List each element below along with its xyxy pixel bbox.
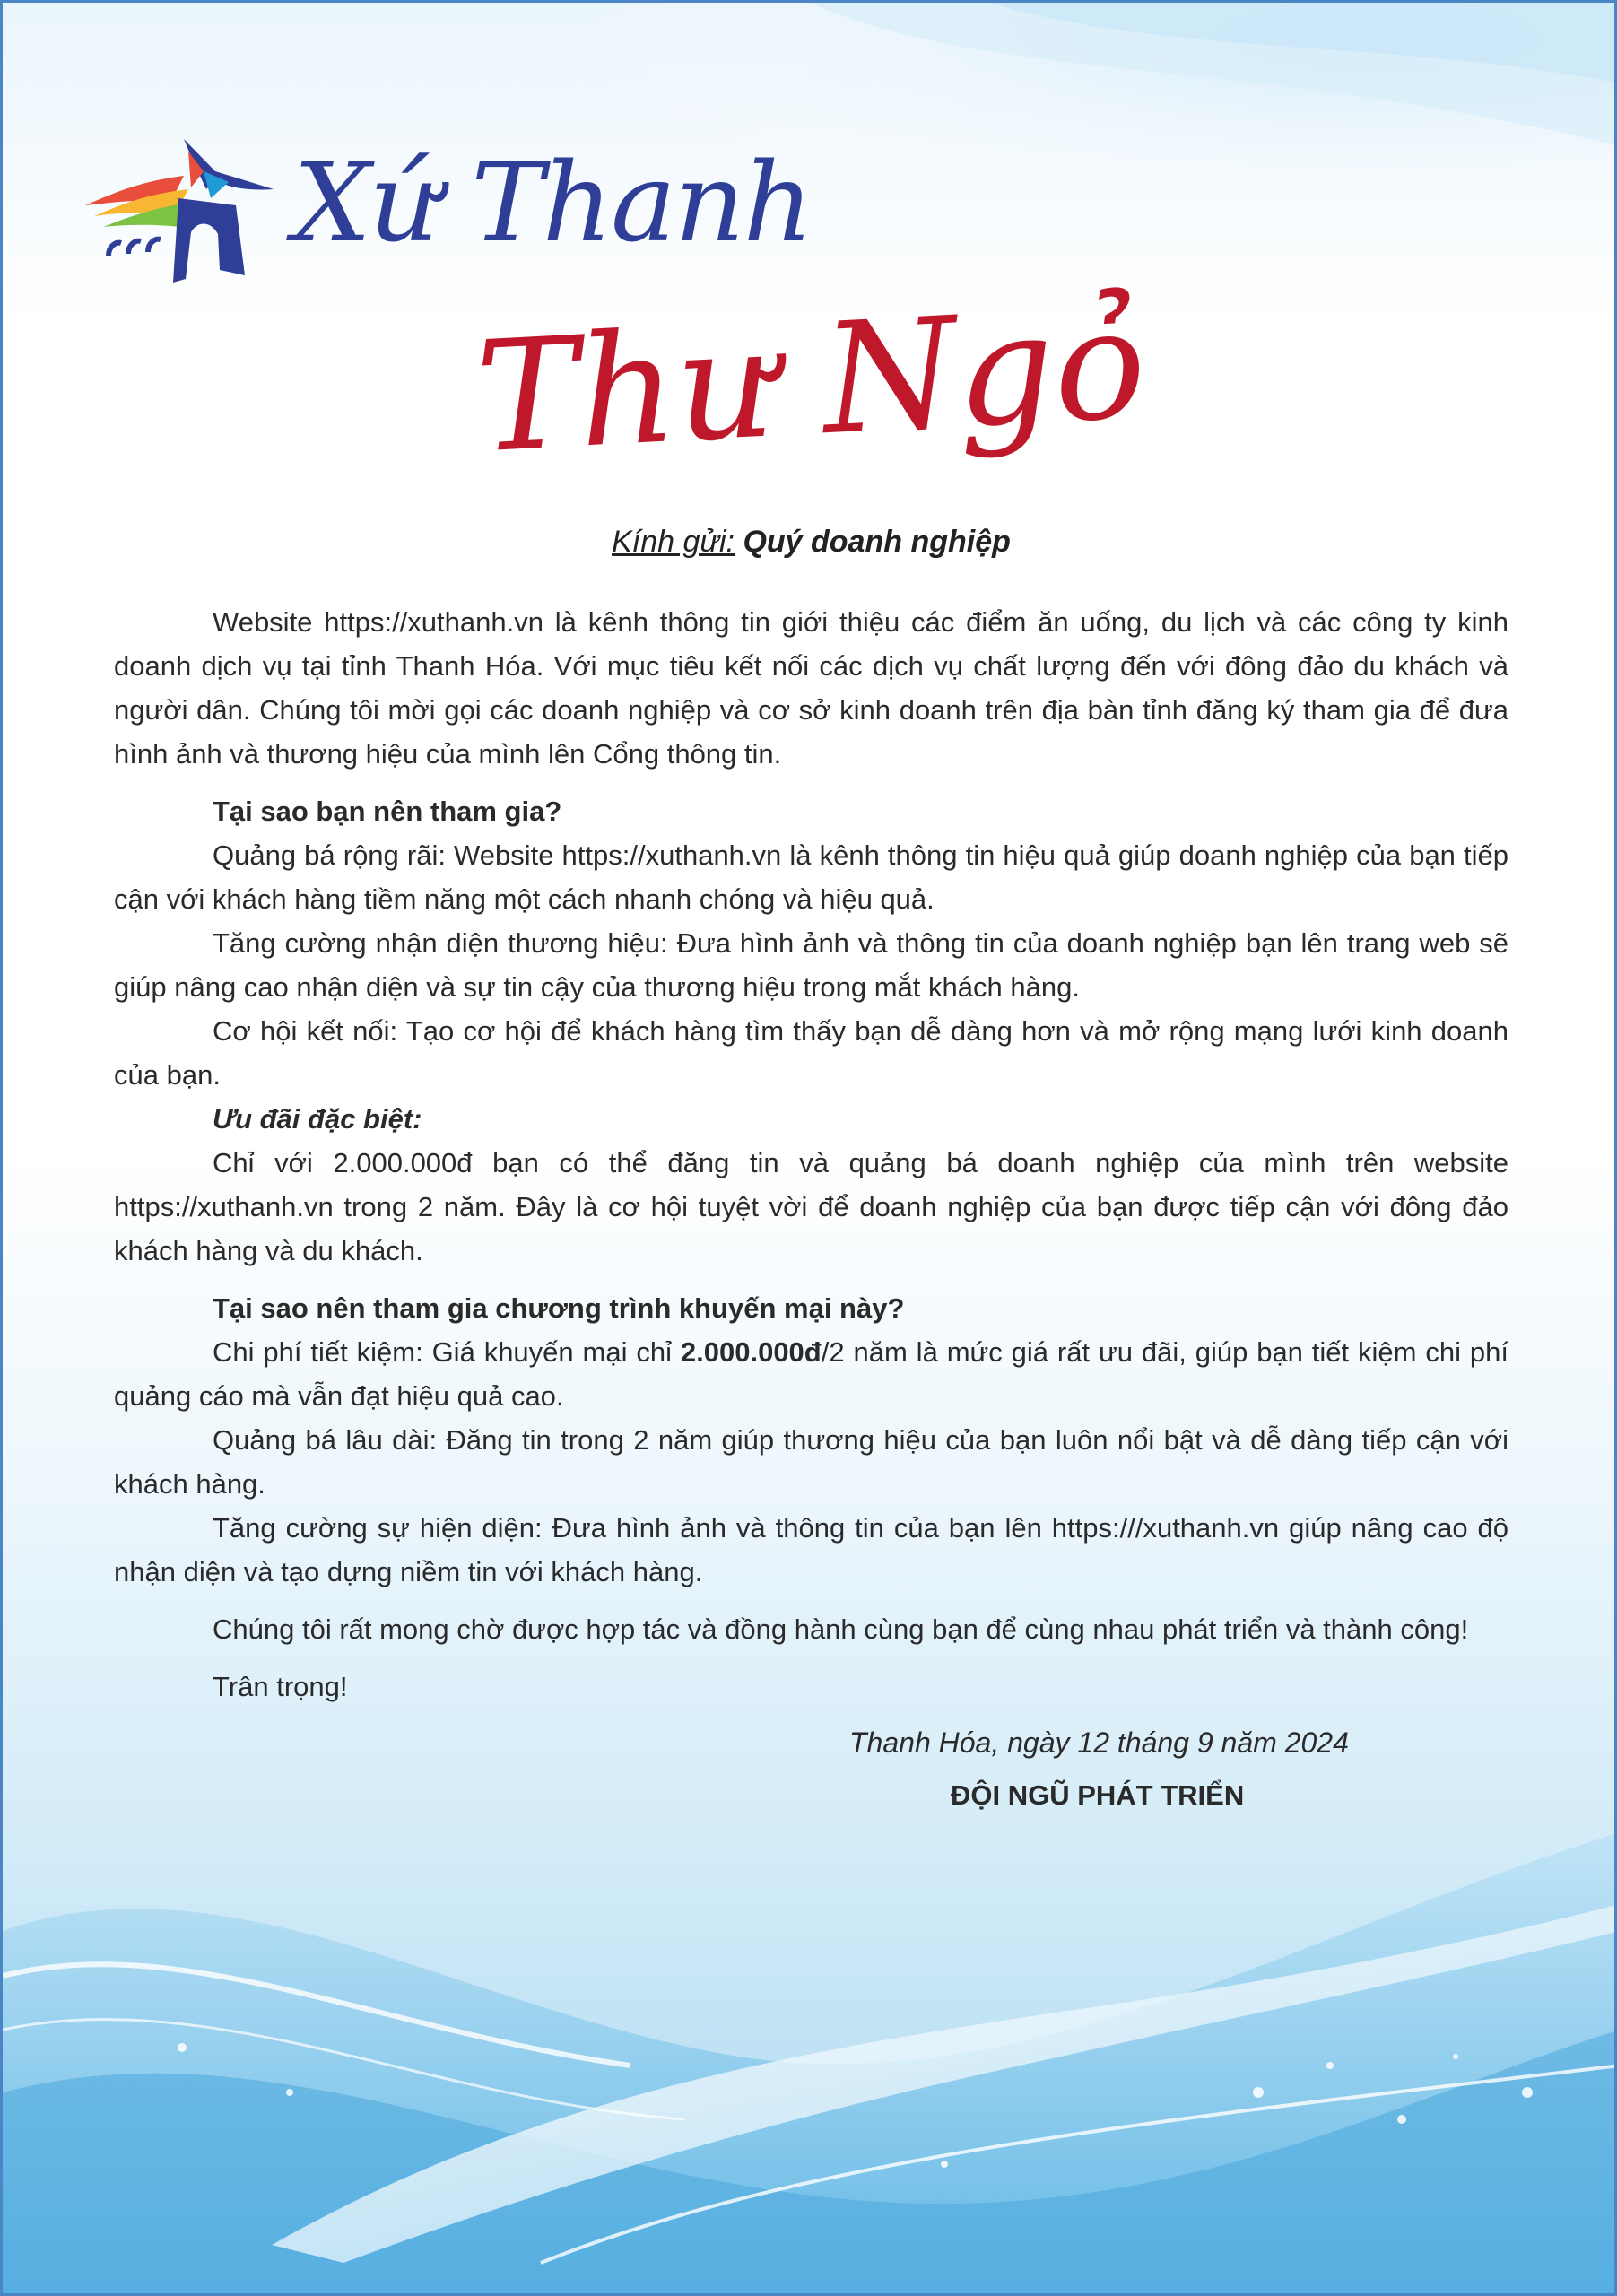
pagoda-roof-logo-icon bbox=[85, 135, 291, 288]
section-heading-offer: Ưu đãi đặc biệt: bbox=[213, 1103, 422, 1135]
promo-cost-item bbox=[114, 1330, 1508, 1418]
greeting-recipient: Quý doanh nghiệp bbox=[743, 525, 1011, 559]
promo-price: 2.000.000đ bbox=[680, 1336, 822, 1368]
intro-paragraph: Website https://xuthanh.vn là kênh thông tin giới thiệu các điểm ăn uống, du lịch và các công ty kinh doanh dịch vụ tại tỉnh Thanh Hóa. Với mục tiêu kết nối các dịch vụ chất lượng đến với đông đảo du khách và người dân. Chúng tôi mời gọi các doanh nghiệp và cơ sở kinh doanh trên địa bàn tỉnh đăng ký tham gia để đưa hình ảnh và thương hiệu của mình lên Cổng thông tin. bbox=[114, 606, 1508, 770]
greeting-label: Kính gửi: bbox=[612, 525, 735, 559]
promo-item: Tăng cường sự hiện diện: Đưa hình ảnh và thông tin của bạn lên https:///xuthanh.vn giúp nâng cao độ nhận diện và tạo dựng niềm tin với khách hàng. bbox=[114, 1512, 1508, 1587]
offer-paragraph: Chỉ với 2.000.000đ bạn có thể đăng tin và quảng bá doanh nghiệp của mình trên website https://xuthanh.vn trong 2 năm. Đây là cơ hội tuyệt vời để doanh nghiệp của bạn được tiếp cận với đông đảo khách hàng và du khách. bbox=[114, 1147, 1508, 1266]
promo-cost-prefix: Chi phí tiết kiệm: Giá khuyến mại chỉ bbox=[213, 1336, 681, 1368]
closing-paragraph: Chúng tôi rất mong chờ được hợp tác và đồng hành cùng bạn để cùng nhau phát triển và thành công! bbox=[213, 1613, 1469, 1645]
why-join-item: Quảng bá rộng rãi: Website https://xuthanh.vn là kênh thông tin hiệu quả giúp doanh nghiệp của bạn tiếp cận với khách hàng tiềm năng một cách nhanh chóng và hiệu quả. bbox=[114, 839, 1508, 915]
why-join-item: Tăng cường nhận diện thương hiệu: Đưa hình ảnh và thông tin của doanh nghiệp bạn lên trang web sẽ giúp nâng cao nhận diện và sự tin cậy của thương hiệu trong mắt khách hàng. bbox=[114, 927, 1508, 1003]
signature-team: ĐỘI NGŨ PHÁT TRIỂN bbox=[951, 1779, 1245, 1811]
place-date: Thanh Hóa, ngày 12 tháng 9 năm 2024 bbox=[849, 1726, 1349, 1759]
promo-cost-suffix: /2 năm là mức giá rất ưu đãi, giúp bạn tiết kiệm chi phí quảng cáo mà vẫn đạt hiệu quả cao. bbox=[114, 1336, 1508, 1412]
letter-title: Thư Ngỏ bbox=[472, 274, 1151, 488]
promo-item: Quảng bá lâu dài: Đăng tin trong 2 năm giúp thương hiệu của bạn luôn nổi bật và dễ dàng tiếp cận với khách hàng. bbox=[114, 1424, 1508, 1500]
greeting-line bbox=[3, 525, 1617, 560]
brand-logo bbox=[85, 135, 813, 297]
regards-line: Trân trọng! bbox=[213, 1671, 348, 1702]
section-heading-why-join: Tại sao bạn nên tham gia? bbox=[213, 796, 562, 827]
why-join-item: Cơ hội kết nối: Tạo cơ hội để khách hàng tìm thấy bạn dễ dàng hơn và mở rộng mạng lưới kinh doanh của bạn. bbox=[114, 1015, 1508, 1091]
letter-body bbox=[114, 600, 1508, 1709]
logo-wordmark: Xứ Thanh bbox=[293, 139, 813, 266]
section-heading-promo: Tại sao nên tham gia chương trình khuyến mại này? bbox=[213, 1292, 905, 1324]
